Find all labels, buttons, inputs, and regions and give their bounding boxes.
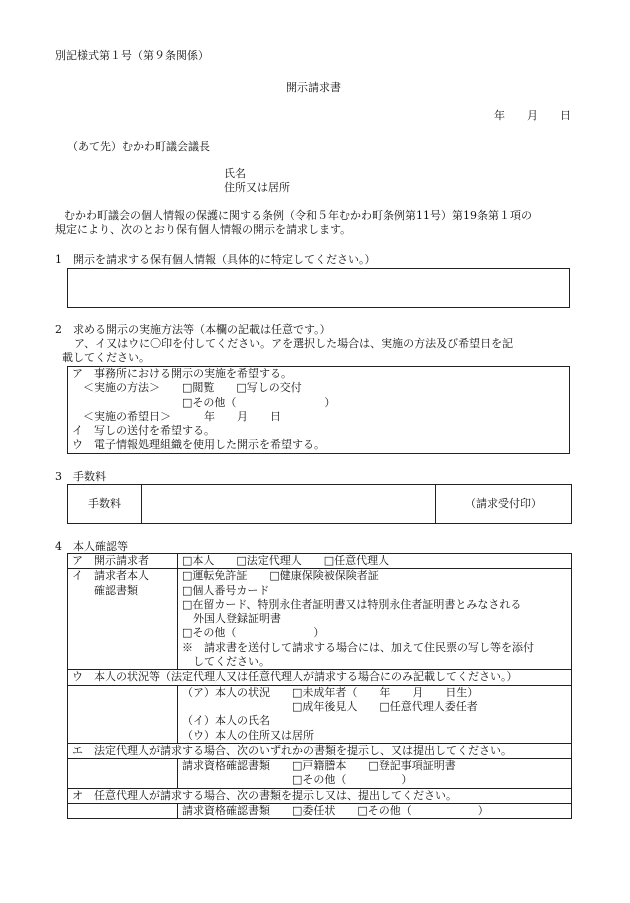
fee-table: [67, 484, 572, 524]
disclosure-method-box: [67, 366, 570, 454]
principal-address[interactable]: （ウ）本人の住所又は居所: [182, 728, 314, 742]
section-2-note-2: 載してください。: [62, 351, 150, 364]
intro-line-2: 規定により、次のとおり保有個人情報の開示を請求します。: [55, 223, 352, 236]
legal-agent-spacer: [68, 759, 178, 789]
legal-agent-docs: [178, 759, 572, 789]
id-doc-line-5[interactable]: □その他（ ）: [182, 626, 325, 640]
voluntary-agent-header: オ 任意代理人が請求する場合、次の書類を提示し又は、提出してください。: [68, 788, 572, 803]
id-docs-label-1: イ 請求者本人: [72, 569, 149, 583]
id-doc-line-2[interactable]: □個人番号カード: [182, 583, 270, 597]
page-title: 開示請求書: [286, 81, 341, 94]
requester-options[interactable]: □本人 □法定代理人 □任意代理人: [178, 554, 572, 569]
section-4-heading: 4 本人確認等: [55, 540, 128, 553]
id-doc-note-1: ※ 請求書を送付して請求する場合には、加えて住民票の写し等を添付: [182, 640, 534, 654]
method-other[interactable]: □その他（ ）: [72, 395, 336, 409]
requester-label: ア 開示請求者: [68, 554, 178, 569]
principal-status-spacer: [68, 685, 178, 743]
legal-agent-header: エ 法定代理人が請求する場合、次のいずれかの書類を提示し、又は提出してください。: [68, 743, 572, 758]
principal-status-details: [178, 685, 572, 743]
principal-status[interactable]: （ア）本人の状況 □未成年者（ 年 月 日生）: [182, 685, 479, 699]
id-docs-label: [68, 569, 178, 670]
principal-status-header: ウ 本人の状況等（法定代理人又は任意代理人が請求する場合にのみ記載してください。）: [68, 670, 572, 685]
method-row-c[interactable]: ウ 電子情報処理組織を使用した開示を希望する。: [72, 438, 325, 452]
address-label: 住所又は居所: [224, 181, 290, 194]
method-row-b[interactable]: イ 写しの送付を希望する。: [72, 424, 215, 438]
section-3-heading: 3 手数料: [55, 470, 106, 483]
legal-agent-docs-2[interactable]: □その他（ ）: [182, 773, 413, 787]
id-doc-note-2: してください。: [182, 655, 270, 669]
id-doc-line-4: 外国人登録証明書: [182, 612, 281, 626]
principal-status-2[interactable]: □成年後見人 □任意代理人委任者: [182, 699, 478, 713]
section-1-heading: 1 開示を請求する保有個人情報（具体的に特定してください。）: [55, 253, 376, 266]
id-doc-line-1[interactable]: □運転免許証 □健康保険被保険者証: [182, 569, 379, 583]
reception-stamp-label: （請求受付印）: [436, 485, 572, 524]
voluntary-agent-docs: [178, 804, 572, 819]
preferred-date[interactable]: ＜実施の希望日＞ 年 月 日: [72, 409, 281, 423]
id-docs-options: [178, 569, 572, 670]
id-docs-label-2: 確認書類: [72, 583, 138, 597]
method-options[interactable]: ＜実施の方法＞ □閲覧 □写しの交付: [72, 381, 302, 395]
principal-name[interactable]: （イ）本人の氏名: [182, 714, 270, 728]
intro-line-1: むかわ町議会の個人情報の保護に関する条例（令和５年むかわ町条例第11号）第19条第１項の: [64, 209, 532, 222]
method-row-a[interactable]: ア 事務所における開示の実施を希望する。: [72, 367, 292, 380]
section-2-heading: 2 求める開示の実施方法等（本欄の記載は任意です。）: [55, 323, 331, 336]
name-label: 氏名: [224, 167, 246, 180]
legal-agent-docs-1[interactable]: 請求資格確認書類 □戸籍謄本 □登記事項証明書: [182, 759, 456, 773]
fee-field[interactable]: [142, 485, 436, 524]
id-doc-line-3[interactable]: □在留カード、特別永住者証明書又は特別永住者証明書とみなされる: [182, 597, 522, 611]
section-2-note-1: ア、イ又はウに〇印を付してください。アを選択した場合は、実施の方法及び希望日を記: [74, 337, 514, 350]
identity-table: [67, 553, 572, 819]
voluntary-agent-docs-1[interactable]: 請求資格確認書類 □委任状 □その他（ ）: [182, 804, 489, 818]
voluntary-agent-spacer: [68, 804, 178, 819]
addressee: （あて先）むかわ町議会議長: [67, 140, 210, 153]
requested-info-field[interactable]: [67, 268, 570, 308]
form-number: 別記様式第１号（第９条関係）: [55, 49, 209, 62]
fee-label: 手数料: [68, 485, 142, 524]
date-field[interactable]: 年 月 日: [494, 109, 571, 122]
